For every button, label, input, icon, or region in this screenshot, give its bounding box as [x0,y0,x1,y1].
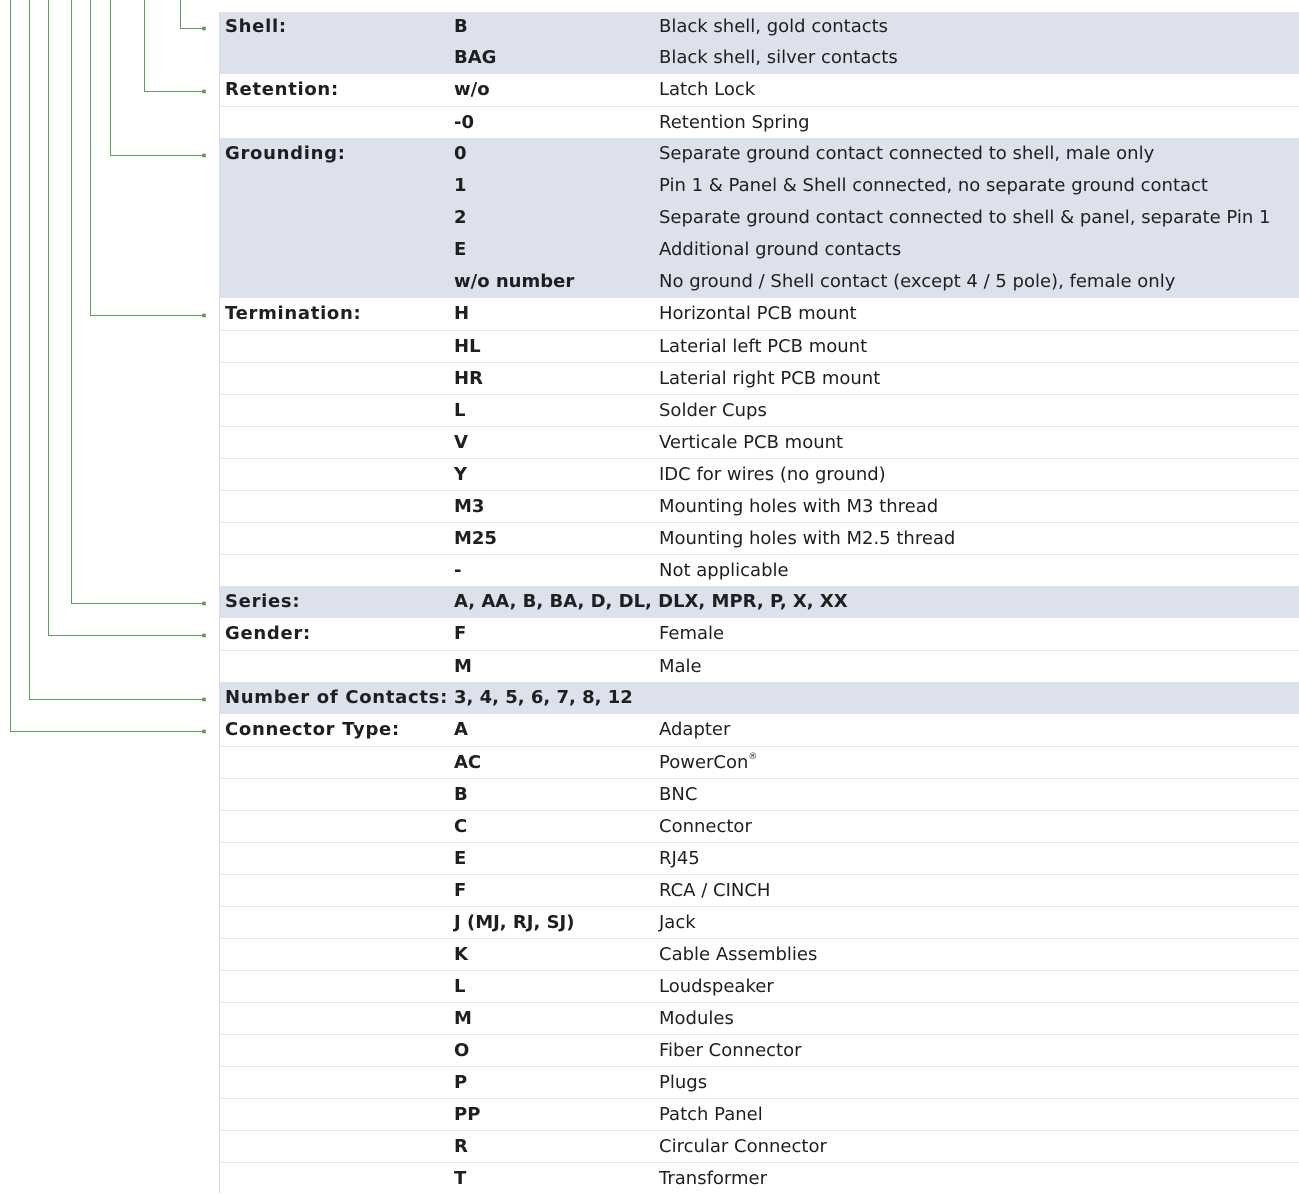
code-description: Separate ground contact connected to shell, male only [659,143,1155,164]
connector-dot [202,698,206,702]
code-value: K [454,944,468,965]
code-description: Mounting holes with M2.5 thread [659,528,956,549]
code-value: H [454,303,470,324]
section-label: Gender: [225,623,311,644]
code-value: L [454,400,466,421]
code-value: - [454,560,462,581]
code-description: Verticale PCB mount [659,432,844,453]
table-row [220,906,1299,938]
code-value: F [454,880,467,901]
code-description: Jack [659,912,696,933]
table-row [220,330,1299,362]
code-value: A, AA, B, BA, D, DL, DLX, MPR, P, X, XX [454,591,848,612]
code-description: Laterial right PCB mount [659,368,881,389]
table-row [220,266,1299,298]
code-description: PowerCon® [659,752,758,773]
table-row [220,1162,1299,1194]
code-value: E [454,239,467,260]
table-row [220,234,1299,266]
table-row [220,714,1299,746]
code-description: Fiber Connector [659,1040,802,1061]
section-label: Retention: [225,79,339,100]
connector-dot [202,314,206,318]
table-row [220,1130,1299,1162]
table-row [220,554,1299,586]
connector-line [91,0,205,316]
table-row [220,298,1299,330]
table-row [220,458,1299,490]
code-value: O [454,1040,470,1061]
code-description: IDC for wires (no ground) [659,464,886,485]
code-value: E [454,848,467,869]
table-row [220,522,1299,554]
code-value: AC [454,752,482,773]
code-description: Latch Lock [659,79,756,100]
code-value: 2 [454,207,467,228]
table-row [220,170,1299,202]
code-value: F [454,623,467,644]
table-row [220,42,1299,74]
section-label: Termination: [225,303,362,324]
section-series [220,586,1299,618]
table-row [220,1002,1299,1034]
section-grounding [220,138,1299,298]
table-row [220,426,1299,458]
section-label: Shell: [225,16,287,37]
section-label: Series: [225,591,301,612]
code-value: 0 [454,143,467,164]
code-value: HR [454,368,483,389]
code-description: Patch Panel [659,1104,763,1125]
section-label: Connector Type: [225,719,400,740]
table-row [220,650,1299,682]
code-value: w/o number [454,271,575,292]
part-number-key-table [219,12,1299,1194]
code-description: Solder Cups [659,400,767,421]
code-description: BNC [659,784,698,805]
table-row [220,202,1299,234]
section-label: Number of Contacts: [225,687,448,708]
code-value: A [454,719,468,740]
code-description: Adapter [659,719,731,740]
code-description: Circular Connector [659,1136,827,1157]
section-connector-type [220,714,1299,1194]
table-row [220,874,1299,906]
code-description: RJ45 [659,848,700,869]
connector-line [11,0,205,732]
connector-line [145,0,205,92]
code-description: Mounting holes with M3 thread [659,496,939,517]
table-row [220,1034,1299,1066]
connector-dot [202,154,206,158]
code-description: RCA / CINCH [659,880,771,901]
connector-line [181,0,205,29]
code-description: Cable Assemblies [659,944,818,965]
table-row [220,106,1299,138]
code-value: 1 [454,175,467,196]
code-value: 3, 4, 5, 6, 7, 8, 12 [454,687,633,708]
table-row [220,74,1299,106]
connector-dot [202,90,206,94]
code-description: Horizontal PCB mount [659,303,857,324]
code-description: Laterial left PCB mount [659,336,868,357]
code-description: Additional ground contacts [659,239,902,260]
connector-line [72,0,205,604]
code-description: Separate ground contact connected to shell & panel, separate Pin 1 [659,207,1271,228]
table-row [220,138,1299,170]
code-value: HL [454,336,481,357]
section-retention [220,74,1299,138]
section-number-of-contacts [220,682,1299,714]
code-description: Transformer [659,1168,768,1189]
code-value: M3 [454,496,485,517]
section-gender [220,618,1299,682]
code-value: C [454,816,468,837]
code-value: B [454,16,468,37]
table-row [220,746,1299,778]
section-label: Grounding: [225,143,346,164]
code-description: Plugs [659,1072,708,1093]
table-row [220,394,1299,426]
table-row [220,938,1299,970]
table-row [220,842,1299,874]
code-value: V [454,432,468,453]
code-description: Not applicable [659,560,789,581]
code-value: -0 [454,112,474,133]
code-value: L [454,976,466,997]
connector-dot [202,634,206,638]
table-row [220,12,1299,42]
table-row [220,778,1299,810]
code-value: B [454,784,468,805]
code-value: Y [454,464,468,485]
table-row [220,682,1299,714]
section-shell [220,12,1299,74]
connector-dot [202,602,206,606]
code-value: J (MJ, RJ, SJ) [454,912,575,933]
code-value: w/o [454,79,490,100]
table-row [220,586,1299,618]
connector-line [30,0,205,700]
code-description: Male [659,656,702,677]
table-row [220,810,1299,842]
code-description: No ground / Shell contact (except 4 / 5 pole), female only [659,271,1176,292]
table-row [220,1098,1299,1130]
code-description: Connector [659,816,752,837]
code-description: Pin 1 & Panel & Shell connected, no separate ground contact [659,175,1208,196]
bracket-lines [0,0,219,1191]
code-description: Black shell, gold contacts [659,16,889,37]
code-value: M [454,656,472,677]
code-value: PP [454,1104,481,1125]
code-description: Retention Spring [659,112,810,133]
connector-dot [202,27,206,31]
code-value: R [454,1136,468,1157]
code-description: Black shell, silver contacts [659,47,898,68]
section-termination [220,298,1299,586]
code-description: Female [659,623,725,644]
code-value: P [454,1072,468,1093]
code-value: BAG [454,47,497,68]
code-description: Modules [659,1008,734,1029]
table-row [220,490,1299,522]
connector-line [111,0,205,156]
table-row [220,970,1299,1002]
connector-dot [202,730,206,734]
code-value: M [454,1008,472,1029]
code-description: Loudspeaker [659,976,774,997]
table-row [220,618,1299,650]
table-row [220,362,1299,394]
code-value: M25 [454,528,497,549]
table-row [220,1066,1299,1098]
code-value: T [454,1168,467,1189]
registered-mark: ® [748,752,758,762]
